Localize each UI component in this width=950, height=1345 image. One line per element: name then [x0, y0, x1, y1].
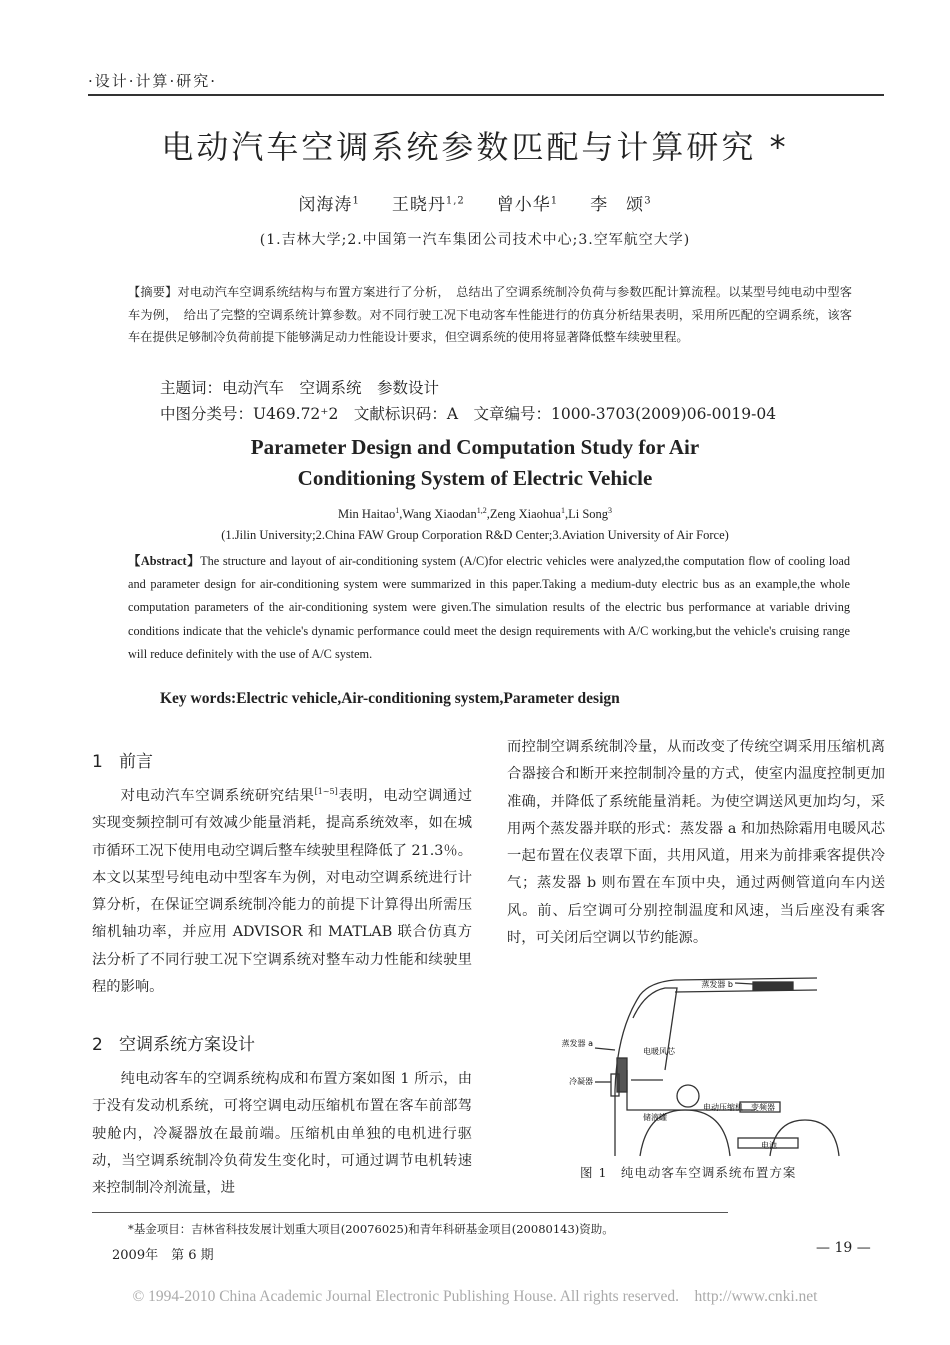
evaporator-b	[753, 982, 793, 990]
author-cn: 闵海涛	[298, 195, 353, 215]
figure-caption: 图 1 纯电动客车空调系统布置方案	[580, 1165, 797, 1180]
author-cn: 王晓丹	[391, 195, 446, 215]
label-evap-b: 蒸发器 b	[701, 980, 733, 989]
paragraph-text: 对电动汽车空调系统研究结果	[120, 788, 315, 804]
author-aff: 3	[608, 505, 613, 515]
title-en-line: Parameter Design and Computation Study for Air	[250, 435, 700, 459]
figure-bus-diagram	[555, 970, 845, 1160]
affiliations-en: (1.Jilin University;2.China FAW Group Corporation R&D Center;3.Aviation University of Air Force)	[221, 528, 729, 542]
paragraph-text: 表明，电动空调通过实现变频控制可有效减少能量消耗，提高系统效率，如在城市循环工况下使用电动空调后整车续驶里程降低了 21.3％。本文以某型号纯电动中型客车为例，对电动空调系统进行计算分析，在保证空调系统制冷能力的前提下计算得出所需压缩机轴功率，并应用 ADVISOR 和 MATLAB 联合仿真方法分析了不同行驶工况下空调系统对整车动力性能和续驶里程的影响。	[92, 788, 472, 996]
paragraph	[92, 783, 472, 1001]
label-battery: 电池	[761, 1141, 777, 1150]
author-cn: 李 颂	[590, 195, 645, 215]
author-aff: 1,2	[476, 505, 487, 515]
windshield	[633, 988, 677, 1070]
abstract-cn-text: 对电动汽车空调系统结构与布置方案进行了分析， 总结出了空调系统制冷负荷与参数匹配计算流程。以某型号纯电动中型客车为例， 给出了完整的空调系统计算参数。对不同行驶工况下电动客车性能进行的仿真分析结果表明，采用所匹配的空调系统，该客车在提供足够制冷负荷前提下能够满足动力性能设计要求，但空调系统的使用将显著降低整车续驶里程。	[128, 285, 852, 344]
author-aff: 1,2	[445, 195, 465, 207]
authors-en: Min Haitao$^1$,Wang Xiaodan$^{1,2}$,Zeng Xiaohua$^1$,Li Song$^3$	[337, 505, 613, 521]
classification-cn: 中图分类号：U469.72⁺2 文献标识码：A 文章编号：1000-3703(2009)06-0019-04	[160, 405, 777, 423]
section-heading	[92, 1030, 472, 1055]
label-evap-a: 蒸发器 a	[561, 1039, 593, 1048]
author-aff: 1	[560, 505, 565, 515]
label-condenser: 冷凝器	[569, 1077, 593, 1086]
keywords-cn: 主题词：电动汽车 空调系统 参数设计	[160, 379, 440, 397]
keywords-en: Key words:Electric vehicle,Air-conditioning system,Parameter design	[160, 690, 620, 707]
leader-line	[735, 983, 753, 984]
author-aff: 1	[550, 195, 559, 207]
title-en	[0, 432, 950, 494]
abstract-cn-label: 【摘要】	[128, 285, 178, 299]
author-aff: 1	[352, 195, 360, 207]
abstract-cn	[128, 281, 852, 349]
author-aff: 1	[395, 505, 400, 515]
section-number: 2	[92, 1035, 103, 1055]
section-number: 1	[92, 752, 103, 772]
author-en: Wang Xiaodan	[402, 507, 477, 521]
leader-line	[595, 1048, 615, 1050]
section-heading	[92, 747, 472, 772]
label-receiver: 储液罐	[643, 1113, 667, 1122]
author-en: Zeng Xiaohua	[489, 507, 561, 521]
page-number: — 19 —	[816, 1240, 871, 1256]
author-aff: 3	[644, 195, 652, 207]
abstract-en-label: 【Abstract】	[128, 554, 201, 568]
section-title: 空调系统方案设计	[119, 1035, 256, 1055]
citation: [1~5]	[314, 787, 338, 797]
footnote: *基金项目：吉林省科技发展计划重大项目(20076025)和青年科研基金项目(20080143)资助。	[128, 1222, 614, 1236]
abstract-en	[128, 550, 850, 666]
label-inverter: 变频器	[751, 1103, 775, 1112]
section-header: ·设计·计算·研究·	[88, 72, 218, 90]
author-en: Li Song	[568, 507, 609, 521]
section-title: 前言	[119, 752, 154, 772]
bus-outline	[615, 978, 817, 1156]
paragraph: 纯电动客车的空调系统构成和布置方案如图 1 所示，由于没有发动机系统，可将空调电动压缩机布置在客车前部驾驶舱内，冷凝器放在最前端。压缩机由单独的电机进行驱动，当空调系统制冷负荷发生变化时，可通过调节电机转速来控制制冷剂流量，进	[92, 1071, 472, 1197]
footnote-rule	[92, 1212, 728, 1213]
copyright-watermark: © 1994-2010 China Academic Journal Electronic Publishing House. All rights reserved. http://www.cnki.net	[132, 1288, 818, 1305]
affiliations-cn: (1.吉林大学;2.中国第一汽车集团公司技术中心;3.空军航空大学)	[259, 232, 691, 248]
header-rule	[88, 94, 884, 96]
abstract-en-text: The structure and layout of air-conditioning system (A/C)for electric vehicles were analyzed,the computation flow of cooling load and parameter design for air-conditioning system were summarized in this paper.Taking a medium-duty electric bus as an example,the whole computation parameters of the air-conditioning system were given.The simulation results of the electric bus performance at variable driving conditions indicate that the vehicle's dynamic performance could meet the design requirements with A/C working,but the vehicle's cruising range will reduce definitely with the use of A/C system.	[128, 554, 851, 661]
label-heater: 电暖风芯	[643, 1047, 675, 1056]
title-cn: 电动汽车空调系统参数匹配与计算研究 *	[161, 128, 789, 166]
roof-line	[675, 990, 817, 992]
compressor-shape	[677, 1085, 699, 1107]
issue-info: 2009年 第 6 期	[112, 1248, 214, 1263]
author-cn: 曾小华	[496, 195, 551, 215]
authors-cn	[0, 190, 950, 215]
author-en: Min Haitao	[337, 507, 396, 521]
paragraph: 而控制空调系统制冷量，从而改变了传统空调采用压缩机离合器接合和断开来控制制冷量的方式，使室内温度控制更加准确，并降低了系统能量消耗。为使空调送风更加均匀，采用两个蒸发器并联的形式：蒸发器 a 和加热除霜用电暖风芯一起布置在仪表罩下面，共用风道，用来为前排乘客提供冷气；蒸发器 b 则布置在车顶中央，通过两侧管道向车内送风。前、后空调可分别控制温度和风速，当后座没有乘客时，可关闭后空调以节约能源。	[507, 739, 885, 947]
title-en-line: Conditioning System of Electric Vehicle	[297, 466, 653, 490]
label-compressor: 电动压缩机	[703, 1103, 743, 1112]
